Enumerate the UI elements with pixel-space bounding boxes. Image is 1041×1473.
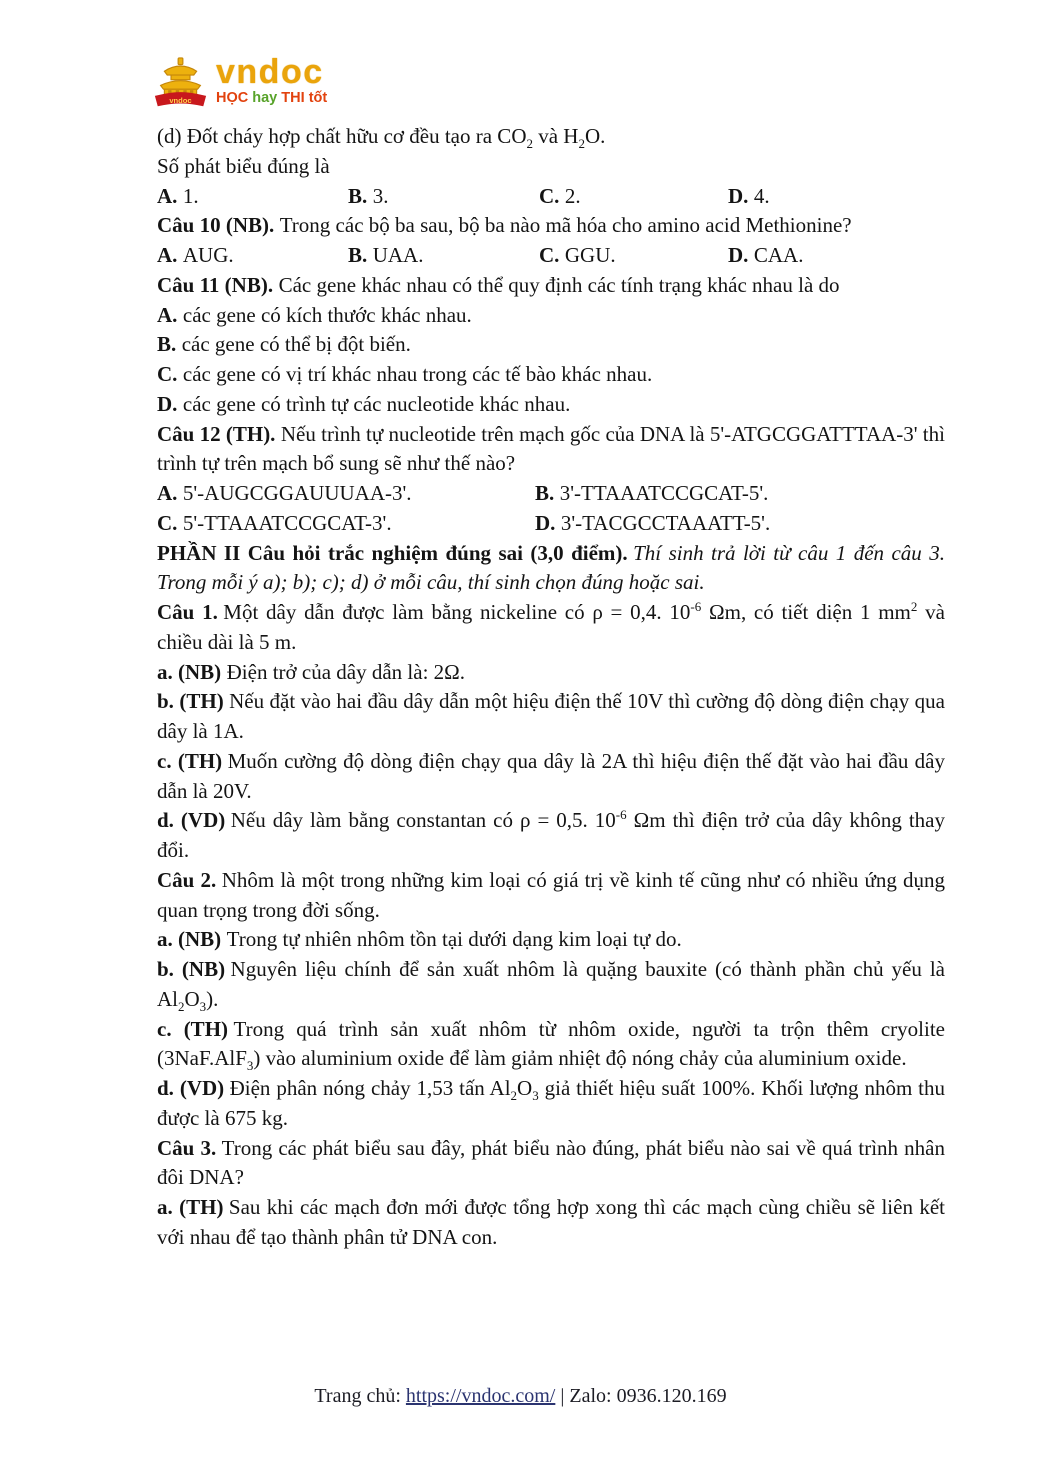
item-label: a. (TH): [157, 1195, 224, 1219]
document-body: [157, 122, 945, 1253]
count-prompt: [157, 152, 945, 182]
superscript: -6: [615, 807, 627, 823]
cau12-options-row-2: [157, 509, 945, 539]
option-text: 2.: [564, 183, 581, 208]
vndoc-logo: [152, 53, 328, 112]
option-text: các gene có vị trí khác nhau trong các tế bào khác nhau.: [182, 362, 653, 386]
option-c: [539, 182, 728, 212]
option-a: [157, 241, 348, 271]
footer-prefix: Trang chủ:: [314, 1385, 406, 1407]
cau3-item-a: [157, 1193, 945, 1253]
question-label: Câu 11 (NB).: [157, 272, 274, 297]
item-text: Nếu dây làm bằng constantan có ρ = 0,5. 10: [230, 808, 616, 833]
subscript: 3: [246, 1058, 254, 1074]
section-instructions: Thí sinh trả lời từ câu 1 đến câu 3. Trong mỗi ý a); b); c); d) ở mỗi câu, thí sinh chọn đúng hoặc sai.: [157, 540, 945, 595]
option-c: [157, 509, 535, 539]
tagline-word-hay: hay: [252, 90, 278, 106]
option-d: [728, 241, 945, 271]
item-label: c. (TH): [157, 1016, 229, 1041]
vndoc-brand-text: vndoc: [216, 53, 324, 91]
option-text: UAA.: [372, 243, 424, 267]
crest-banner-text: vndoc: [169, 95, 192, 105]
option-text: 5'-AUGCGGAUUUAA-3'.: [182, 481, 412, 505]
question-label: Câu 1.: [157, 600, 218, 624]
option-label: D.: [157, 391, 178, 416]
option-label: A.: [157, 243, 178, 267]
option-label: C.: [157, 362, 178, 386]
item-text2: Ωm thì điện trở của dây không thay đổi.: [157, 808, 945, 862]
item-text: Điện phân nóng chảy 1,53 tấn Al: [229, 1076, 511, 1100]
option-text: 1.: [182, 183, 199, 208]
option-a: [157, 182, 348, 212]
superscript: 2: [910, 599, 918, 614]
option-text: AUG.: [182, 243, 234, 267]
option-label: C.: [157, 510, 178, 535]
tagline-word-thi: THI: [281, 90, 305, 106]
option-label: B.: [348, 243, 368, 267]
subscript: 2: [178, 998, 185, 1014]
option-b: [348, 182, 539, 212]
cau11-option-c: [157, 360, 945, 390]
option-label: A.: [157, 481, 178, 505]
cau12-options-row-1: [157, 479, 945, 509]
vndoc-tagline: [216, 89, 327, 107]
option-d: [535, 509, 945, 539]
tagline-word-tot: tốt: [308, 90, 328, 106]
statement-d: [157, 122, 945, 152]
option-text: GGU.: [564, 243, 616, 267]
cau1-item-c: [157, 747, 945, 807]
cau2-item-c: [157, 1015, 945, 1075]
cau2-item-b: [157, 955, 945, 1015]
item-label: a. (NB): [157, 659, 222, 684]
item-text: Trong tự nhiên nhôm tồn tại dưới dạng kim loại tự do.: [226, 927, 682, 952]
subscript: 2: [510, 1088, 518, 1104]
item-label: a. (NB): [157, 927, 222, 952]
option-text: CAA.: [753, 243, 804, 267]
question-text: Các gene khác nhau có thể quy định các tính trạng khác nhau là do: [278, 272, 840, 297]
tagline-word-hoc: HỌC: [216, 90, 249, 106]
item-text: Nguyên liệu chính để sản xuất nhôm là quặng bauxite (có thành phần chủ yếu là Al: [157, 957, 946, 1011]
option-text: 3.: [372, 183, 389, 208]
subscript: 2: [578, 136, 585, 152]
option-label: A.: [157, 183, 178, 208]
option-b: [535, 479, 945, 509]
option-text: các gene có kích thước khác nhau.: [182, 302, 472, 327]
cau2-item-d: [157, 1074, 945, 1134]
cau11-option-d: [157, 390, 945, 420]
question-text: Nhôm là một trong những kim loại có giá trị về kinh tế cũng như có nhiều ứng dụng quan trọng trong đời sống.: [157, 867, 945, 922]
option-label: D.: [535, 510, 556, 535]
cau2-item-a: [157, 925, 945, 955]
question-text3: và chiều dài là 5 m.: [157, 600, 945, 654]
statement-d-text2: và H: [532, 124, 579, 148]
option-label: B.: [535, 481, 555, 505]
question-label: Câu 3.: [157, 1135, 217, 1160]
cau11-option-a: [157, 301, 945, 331]
item-text: Điện trở của dây dẫn là: 2Ω.: [226, 659, 466, 684]
section-phan2-heading: [157, 539, 945, 599]
item-text3: giả thiết hiệu suất 100%. Khối lượng nhôm thu được là 675 kg.: [157, 1076, 946, 1130]
subscript: 3: [532, 1088, 539, 1104]
option-b: [348, 241, 539, 271]
option-text: 3'-TTAAATCCGCAT-5'.: [559, 481, 769, 505]
option-label: D.: [728, 243, 749, 267]
option-label: D.: [728, 183, 749, 208]
question-cau12: [157, 420, 945, 480]
question-label: Câu 2.: [157, 867, 217, 892]
homepage-link[interactable]: https://vndoc.com/: [405, 1385, 556, 1407]
item-label: d. (VD): [157, 808, 226, 833]
subscript: 3: [199, 998, 207, 1014]
option-label: B.: [348, 183, 368, 208]
question-cau3: [157, 1134, 945, 1194]
statement-d-text3: O.: [584, 124, 606, 148]
subscript: 2: [526, 136, 533, 152]
count-prompt-text: Số phát biểu đúng là: [157, 153, 330, 178]
question-cau11: [157, 271, 945, 301]
item-text3: ).: [206, 986, 219, 1011]
option-a: [157, 479, 535, 509]
item-text: Nếu đặt vào hai đầu dây dẫn một hiệu điện thế 10V thì cường độ dòng điện chạy qua dây là 1A.: [157, 689, 945, 743]
item-label: d. (VD): [157, 1076, 225, 1100]
cau1-item-a: [157, 658, 945, 688]
option-label: B.: [157, 332, 177, 357]
item-label: b. (NB): [157, 957, 226, 981]
question-cau2: [157, 866, 945, 926]
item-label: c. (TH): [157, 748, 223, 773]
item-label: b. (TH): [157, 689, 224, 714]
option-text: 3'-TACGCCTAAATT-5'.: [560, 510, 771, 535]
question-cau1: [157, 598, 945, 658]
item-text2: O: [184, 986, 200, 1011]
statement-d-text: (d) Đốt cháy hợp chất hữu cơ đều tạo ra CO: [157, 124, 527, 148]
options-row-codon: [157, 241, 945, 271]
question-text: Trong các phát biểu sau đây, phát biểu nào đúng, phát biểu nào sai về quá trình nhân đôi DNA?: [157, 1135, 945, 1190]
vndoc-crest-icon: [152, 57, 209, 112]
cau1-item-d: [157, 806, 945, 866]
option-label: A.: [157, 302, 178, 327]
options-row-count: [157, 182, 945, 212]
option-text: các gene có thể bị đột biến.: [181, 332, 411, 357]
vndoc-wordmark: [216, 53, 328, 107]
question-text2: Ωm, có tiết diện 1 mm: [701, 600, 911, 624]
item-text2: ) vào aluminium oxide để làm giảm nhiệt độ nóng chảy của aluminium oxide.: [253, 1046, 907, 1071]
option-text: các gene có trình tự các nucleotide khác nhau.: [182, 391, 571, 416]
question-text: Trong các bộ ba sau, bộ ba nào mã hóa cho amino acid Methionine?: [279, 213, 852, 238]
cau11-option-b: [157, 330, 945, 360]
cau1-item-b: [157, 687, 945, 747]
page-footer: [0, 1383, 1041, 1409]
option-c: [539, 241, 728, 271]
question-label: Câu 12 (TH).: [157, 421, 276, 446]
option-label: C.: [539, 183, 560, 208]
option-d: [728, 182, 945, 212]
section-title: PHẦN II Câu hỏi trắc nghiệm đúng sai (3,0 điểm).: [157, 540, 628, 565]
option-text: 5'-TTAAATCCGCAT-3'.: [182, 510, 392, 535]
option-text: 4.: [753, 183, 770, 208]
question-label: Câu 10 (NB).: [157, 213, 275, 238]
item-text2: O: [517, 1076, 533, 1100]
superscript: -6: [690, 599, 702, 614]
footer-separator: |: [555, 1385, 570, 1407]
item-text: Muốn cường độ dòng điện chạy qua dây là 2A thì hiệu điện thế đặt vào hai đầu dây dẫn là 20V.: [157, 748, 945, 803]
question-cau10: [157, 211, 945, 241]
question-text: Một dây dẫn được làm bằng nickeline có ρ = 0,4. 10: [223, 600, 691, 624]
question-text: Nếu trình tự nucleotide trên mạch gốc của DNA là 5'-ATGCGGATTTAA-3' thì trình tự trên mạch bổ sung sẽ như thế nào?: [157, 421, 945, 476]
item-text: Trong quá trình sản xuất nhôm từ nhôm oxide, người ta trộn thêm cryolite (3NaF.AlF: [157, 1016, 946, 1071]
item-text: Sau khi các mạch đơn mới được tổng hợp xong thì các mạch cùng chiều sẽ liên kết với nhau để tạo thành phân tử DNA con.: [157, 1195, 945, 1249]
footer-zalo: Zalo: 0936.120.169: [569, 1385, 727, 1407]
option-label: C.: [539, 243, 560, 267]
